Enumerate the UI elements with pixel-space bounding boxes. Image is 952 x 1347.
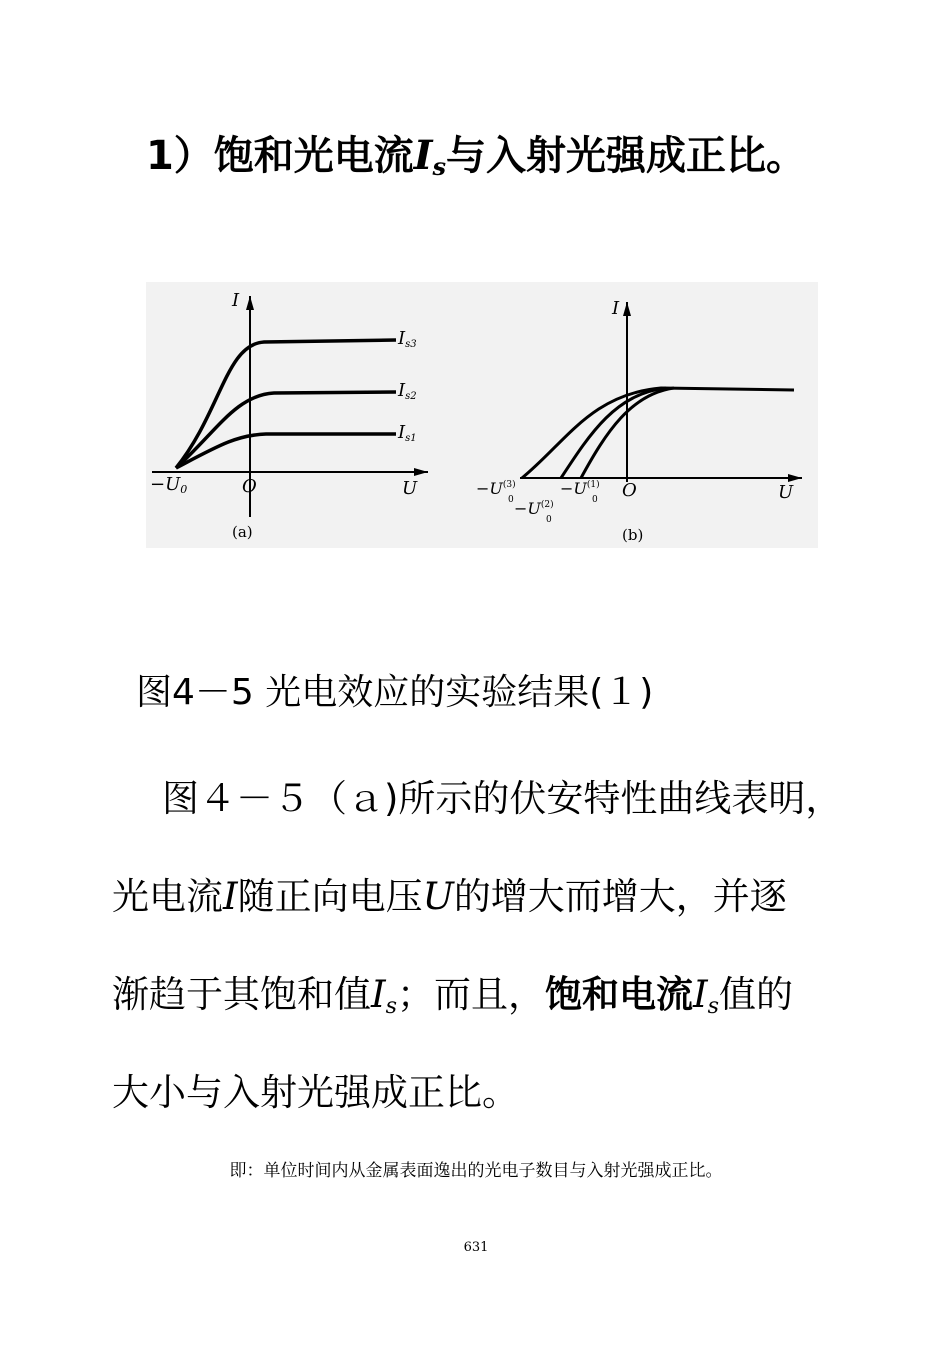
label-u0-2: $-U^{(2)}$ bbox=[514, 499, 554, 518]
var-is-2: Is bbox=[693, 973, 720, 1019]
label-u0-3-sub: 0 bbox=[508, 495, 514, 505]
var-u: U bbox=[422, 875, 454, 918]
footnote: 即：单位时间内从金属表面逸出的光电子数目与入射光强成正比。 bbox=[229, 1161, 723, 1181]
panel-a-caption: (a) bbox=[232, 523, 253, 541]
figure-caption: 图4－5 光电效应的实验结果(１) bbox=[136, 672, 654, 713]
paragraph-line-3: 渐趋于其饱和值Is；而且，饱和电流Is值的 bbox=[112, 973, 794, 1019]
slide-heading: 1）饱和光电流Is与入射光强成正比。 bbox=[145, 132, 807, 181]
label-u0-1: $-U^{(1)}$ bbox=[560, 479, 600, 498]
figure-photoelectric-iv-curves bbox=[146, 282, 818, 548]
bold-saturation-current: 饱和电流 bbox=[545, 973, 694, 1016]
panel-a-neg-u0: −U0 bbox=[150, 474, 188, 496]
label-is3: Is3 bbox=[398, 328, 417, 350]
figure-background bbox=[146, 282, 818, 548]
panel-a-x-label: U bbox=[402, 478, 418, 499]
panel-b-x-label: U bbox=[778, 482, 794, 503]
panel-a-y-label: I bbox=[232, 290, 240, 311]
panel-a-origin: O bbox=[242, 476, 257, 497]
heading-variable: Is bbox=[413, 132, 447, 181]
var-is: Is bbox=[371, 973, 398, 1019]
label-is2: Is2 bbox=[398, 380, 417, 402]
label-u0-3: $-U^{(3)}$ bbox=[476, 479, 516, 498]
paragraph-line-2: 光电流I随正向电压U的增大而增大，并逐 bbox=[112, 875, 787, 918]
panel-b-y-label: I bbox=[612, 298, 620, 319]
panel-b-caption: (b) bbox=[622, 526, 644, 544]
paragraph-line-1: 图４－５（ａ)所示的伏安特性曲线表明， bbox=[162, 777, 843, 820]
label-u0-1-sub: 0 bbox=[592, 495, 598, 505]
label-u0-2-sub: 0 bbox=[546, 515, 552, 525]
page-number: 631 bbox=[463, 1240, 489, 1255]
figure-svg bbox=[146, 282, 818, 548]
var-i: I bbox=[223, 875, 238, 918]
panel-b-origin: O bbox=[622, 480, 637, 501]
paragraph-line-4: 大小与入射光强成正比。 bbox=[112, 1071, 519, 1114]
label-is1: Is1 bbox=[398, 422, 417, 444]
